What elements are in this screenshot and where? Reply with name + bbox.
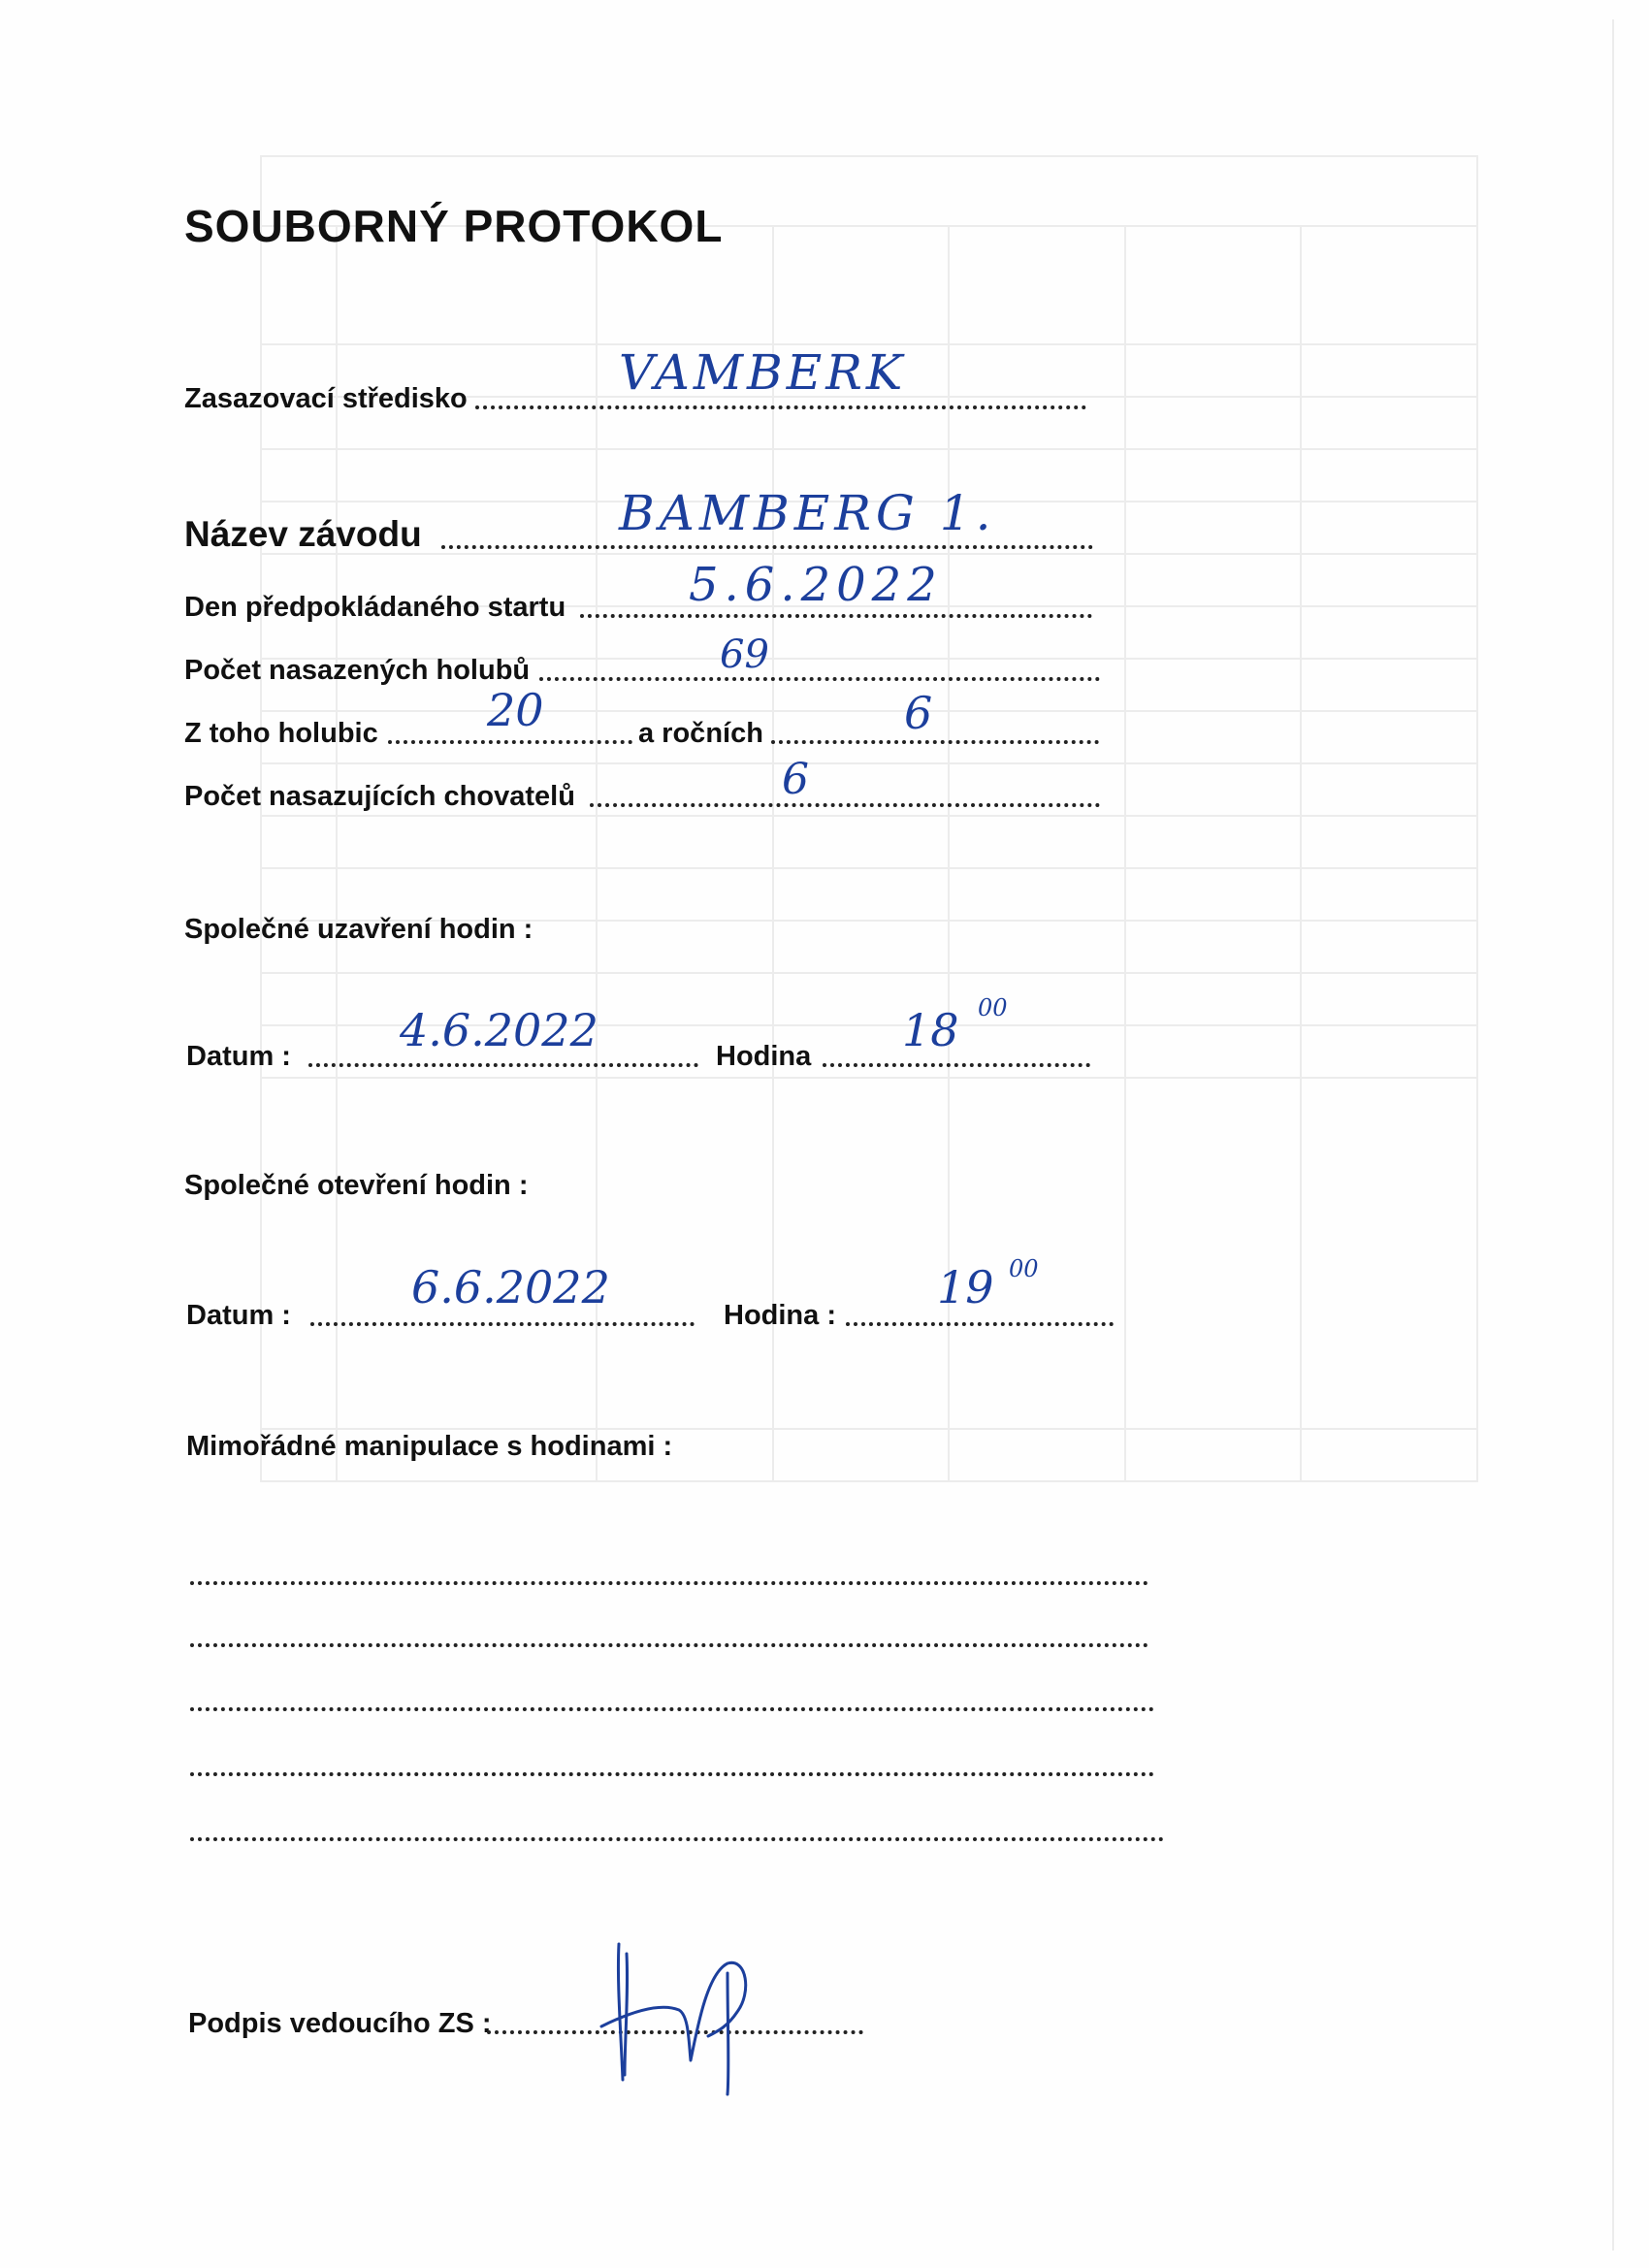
opening-hour-label: Hodina : bbox=[724, 1300, 836, 1331]
race-label: Název závodu bbox=[184, 514, 422, 554]
manipulation-line-5 bbox=[190, 1833, 1164, 1841]
closing-minutes-handwritten: 00 bbox=[978, 994, 1008, 1021]
breeders-dotted-line bbox=[590, 799, 1100, 807]
closing-date-label: Datum : bbox=[186, 1041, 291, 1072]
yearlings-dotted-line bbox=[771, 736, 1099, 744]
closing-heading: Společné uzavření hodin : bbox=[184, 914, 534, 945]
start-label: Den předpokládaného startu bbox=[184, 592, 566, 623]
race-handwritten: BAMBERG 1. bbox=[619, 485, 996, 541]
yearlings-handwritten: 6 bbox=[904, 687, 933, 739]
yearlings-label: a ročních bbox=[638, 718, 763, 749]
race-dotted-line bbox=[441, 541, 1093, 549]
station-label: Zasazovací středisko bbox=[184, 383, 468, 414]
manipulation-line-3 bbox=[190, 1703, 1154, 1711]
hens-dotted-line bbox=[388, 736, 632, 744]
hens-handwritten: 20 bbox=[487, 684, 544, 736]
closing-hour-label: Hodina bbox=[716, 1041, 812, 1072]
breeders-handwritten: 6 bbox=[782, 755, 809, 804]
manipulation-heading: Mimořádné manipulace s hodinami : bbox=[186, 1431, 673, 1462]
breeders-label: Počet nasazujících chovatelů bbox=[184, 781, 575, 812]
pigeons-dotted-line bbox=[539, 673, 1100, 681]
opening-date-label: Datum : bbox=[186, 1300, 291, 1331]
start-handwritten: 5.6.2022 bbox=[689, 558, 943, 612]
opening-date-handwritten: 6.6.2022 bbox=[411, 1261, 610, 1313]
opening-date-dotted-line bbox=[310, 1318, 695, 1326]
manipulation-line-2 bbox=[190, 1639, 1148, 1647]
opening-heading: Společné otevření hodin : bbox=[184, 1170, 529, 1201]
closing-date-handwritten: 4.6.2022 bbox=[400, 1004, 598, 1056]
hens-label: Z toho holubic bbox=[184, 718, 378, 749]
pigeons-label: Počet nasazených holubů bbox=[184, 655, 531, 686]
station-dotted-line bbox=[475, 402, 1086, 409]
closing-hour-handwritten: 18 bbox=[902, 1004, 959, 1056]
handwritten-signature bbox=[582, 1934, 795, 2099]
opening-hour-handwritten: 19 bbox=[937, 1261, 994, 1313]
opening-minutes-handwritten: 00 bbox=[1009, 1255, 1039, 1282]
scan-edge bbox=[1612, 19, 1614, 2251]
pigeons-handwritten: 69 bbox=[720, 632, 769, 677]
manipulation-line-1 bbox=[190, 1577, 1148, 1585]
manipulation-line-4 bbox=[190, 1768, 1154, 1776]
closing-hour-dotted-line bbox=[823, 1059, 1090, 1067]
opening-hour-dotted-line bbox=[846, 1318, 1114, 1326]
closing-date-dotted-line bbox=[308, 1059, 698, 1067]
signature-label: Podpis vedoucího ZS : bbox=[188, 2008, 492, 2039]
document-title: SOUBORNÝ PROTOKOL bbox=[184, 201, 724, 251]
station-handwritten: VAMBERK bbox=[619, 344, 907, 401]
